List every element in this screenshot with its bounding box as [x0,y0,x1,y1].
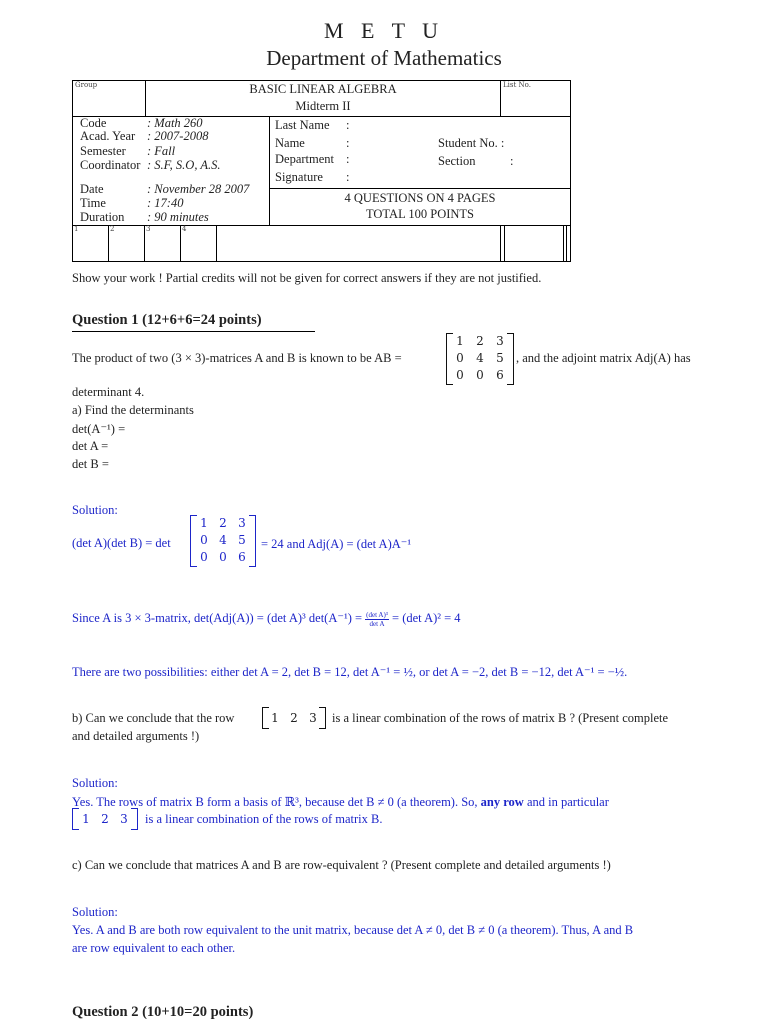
total-points: TOTAL 100 POINTS [365,207,475,221]
signature-field[interactable]: : [346,170,350,184]
semester-label: Semester [80,144,126,158]
section-field[interactable]: : [510,154,514,168]
possibilities-statement: There are two possibilities: either det A = 2, det B = 12, det A⁻¹ = ½, or det A = −2, det B = −12, det A⁻¹ = −½. [72,665,628,679]
name-field[interactable]: : [346,136,350,150]
q1-part-c: c) Can we conclude that matrices A and B are row-equivalent ? (Present complete and detailed arguments !) [72,858,611,872]
coordinator-label: Coordinator [80,158,141,172]
q1-part-a: a) Find the determinants [72,403,194,417]
solution-b-line2: is a linear combination of the rows of matrix B. [145,812,383,826]
time-value: : 17:40 [147,196,184,210]
year-label: Acad. Year [80,129,136,143]
solution-c-label: Solution: [72,905,118,919]
department-field[interactable]: : [346,152,350,166]
since-statement: Since A is 3 × 3-matrix, det(Adj(A)) = (det A)³ det(A⁻¹) = $\frac{\text{(det A)³}}{\text{det A}}$ = (det A)² = 4 [72,610,461,628]
code-label: Code [80,116,107,130]
q1-intro-a: The product of two (3 × 3)-matrices A and B is known to be AB = [72,351,402,365]
question-2-heading: Question 2 (10+10=20 points) [72,1004,254,1020]
semester-value: : Fall [147,144,176,158]
solution-b-line1: Yes. The rows of matrix B form a basis of ℝ³, because det B ≠ 0 (a theorem). So, any row and in particular [72,795,609,809]
solution-c-line1: Yes. A and B are both row equivalent to the unit matrix, because det A ≠ 0, det B ≠ 0 (a theorem). Thus, A and B [72,923,634,937]
q1-intro-b: , and the adjoint matrix Adj(A) has [516,351,691,365]
grade-cell-4: 4 [182,225,187,233]
grade-cell-3: 3 [146,225,151,233]
solution-a-eq-left: (det A)(det B) = det [72,536,171,550]
date-value: : November 28 2007 [147,182,250,196]
signature-label: Signature [275,170,323,184]
year-value: : 2007-2008 [147,129,209,143]
department-title: Department of Mathematics [266,46,502,70]
questions-count: 4 QUESTIONS ON 4 PAGES [344,191,496,205]
question-1-heading: Question 1 (12+6+6=24 points) [72,312,262,328]
course-title: BASIC LINEAR ALGEBRA [249,82,397,96]
grade-cell-2: 2 [110,225,115,233]
department-label: Department [275,152,335,166]
student-no-label[interactable]: Student No. : [438,136,505,150]
solution-b-label: Solution: [72,776,118,790]
coordinator-value: : S.F, S.O, A.S. [147,158,221,172]
duration-label: Duration [80,210,125,224]
grade-cell-1: 1 [74,225,79,233]
last-name-field[interactable]: : [346,118,350,132]
duration-value: : 90 minutes [147,210,209,224]
q1-part-b-c: and detailed arguments !) [72,729,200,743]
name-label: Name [275,136,305,150]
row-vector: 1 2 3 [262,707,326,729]
solution-c-line2: are row equivalent to each other. [72,941,236,955]
section-label: Section [438,154,476,168]
det-a-inverse: det(A⁻¹) = [72,422,126,436]
solution-row-vector: 1 2 3 [72,808,138,830]
solution-matrix: 1 2 3 0 4 5 0 0 6 [190,515,256,567]
det-b: det B = [72,457,109,471]
ab-matrix: 1 2 3 0 4 5 0 0 6 [446,333,514,385]
det-a: det A = [72,439,109,453]
solution-a-label: Solution: [72,503,118,517]
q1-part-b-a: b) Can we conclude that the row [72,711,235,725]
list-no-label: List No. [503,81,531,89]
last-name-label: Last Name [275,118,330,132]
institution-title: M E T U [323,18,445,43]
date-label: Date [80,182,104,196]
group-label: Group [75,81,98,89]
q1-intro-c: determinant 4. [72,385,145,399]
solution-a-eq-right: = 24 and Adj(A) = (det A)A⁻¹ [261,537,412,551]
exam-title: Midterm II [295,99,351,113]
code-value: : Math 260 [147,116,203,130]
time-label: Time [80,196,106,210]
instructions: Show your work ! Partial credits will not be given for correct answers if they are not justified. [72,271,542,285]
q1-part-b-b: is a linear combination of the rows of matrix B ? (Present complete [332,711,669,725]
